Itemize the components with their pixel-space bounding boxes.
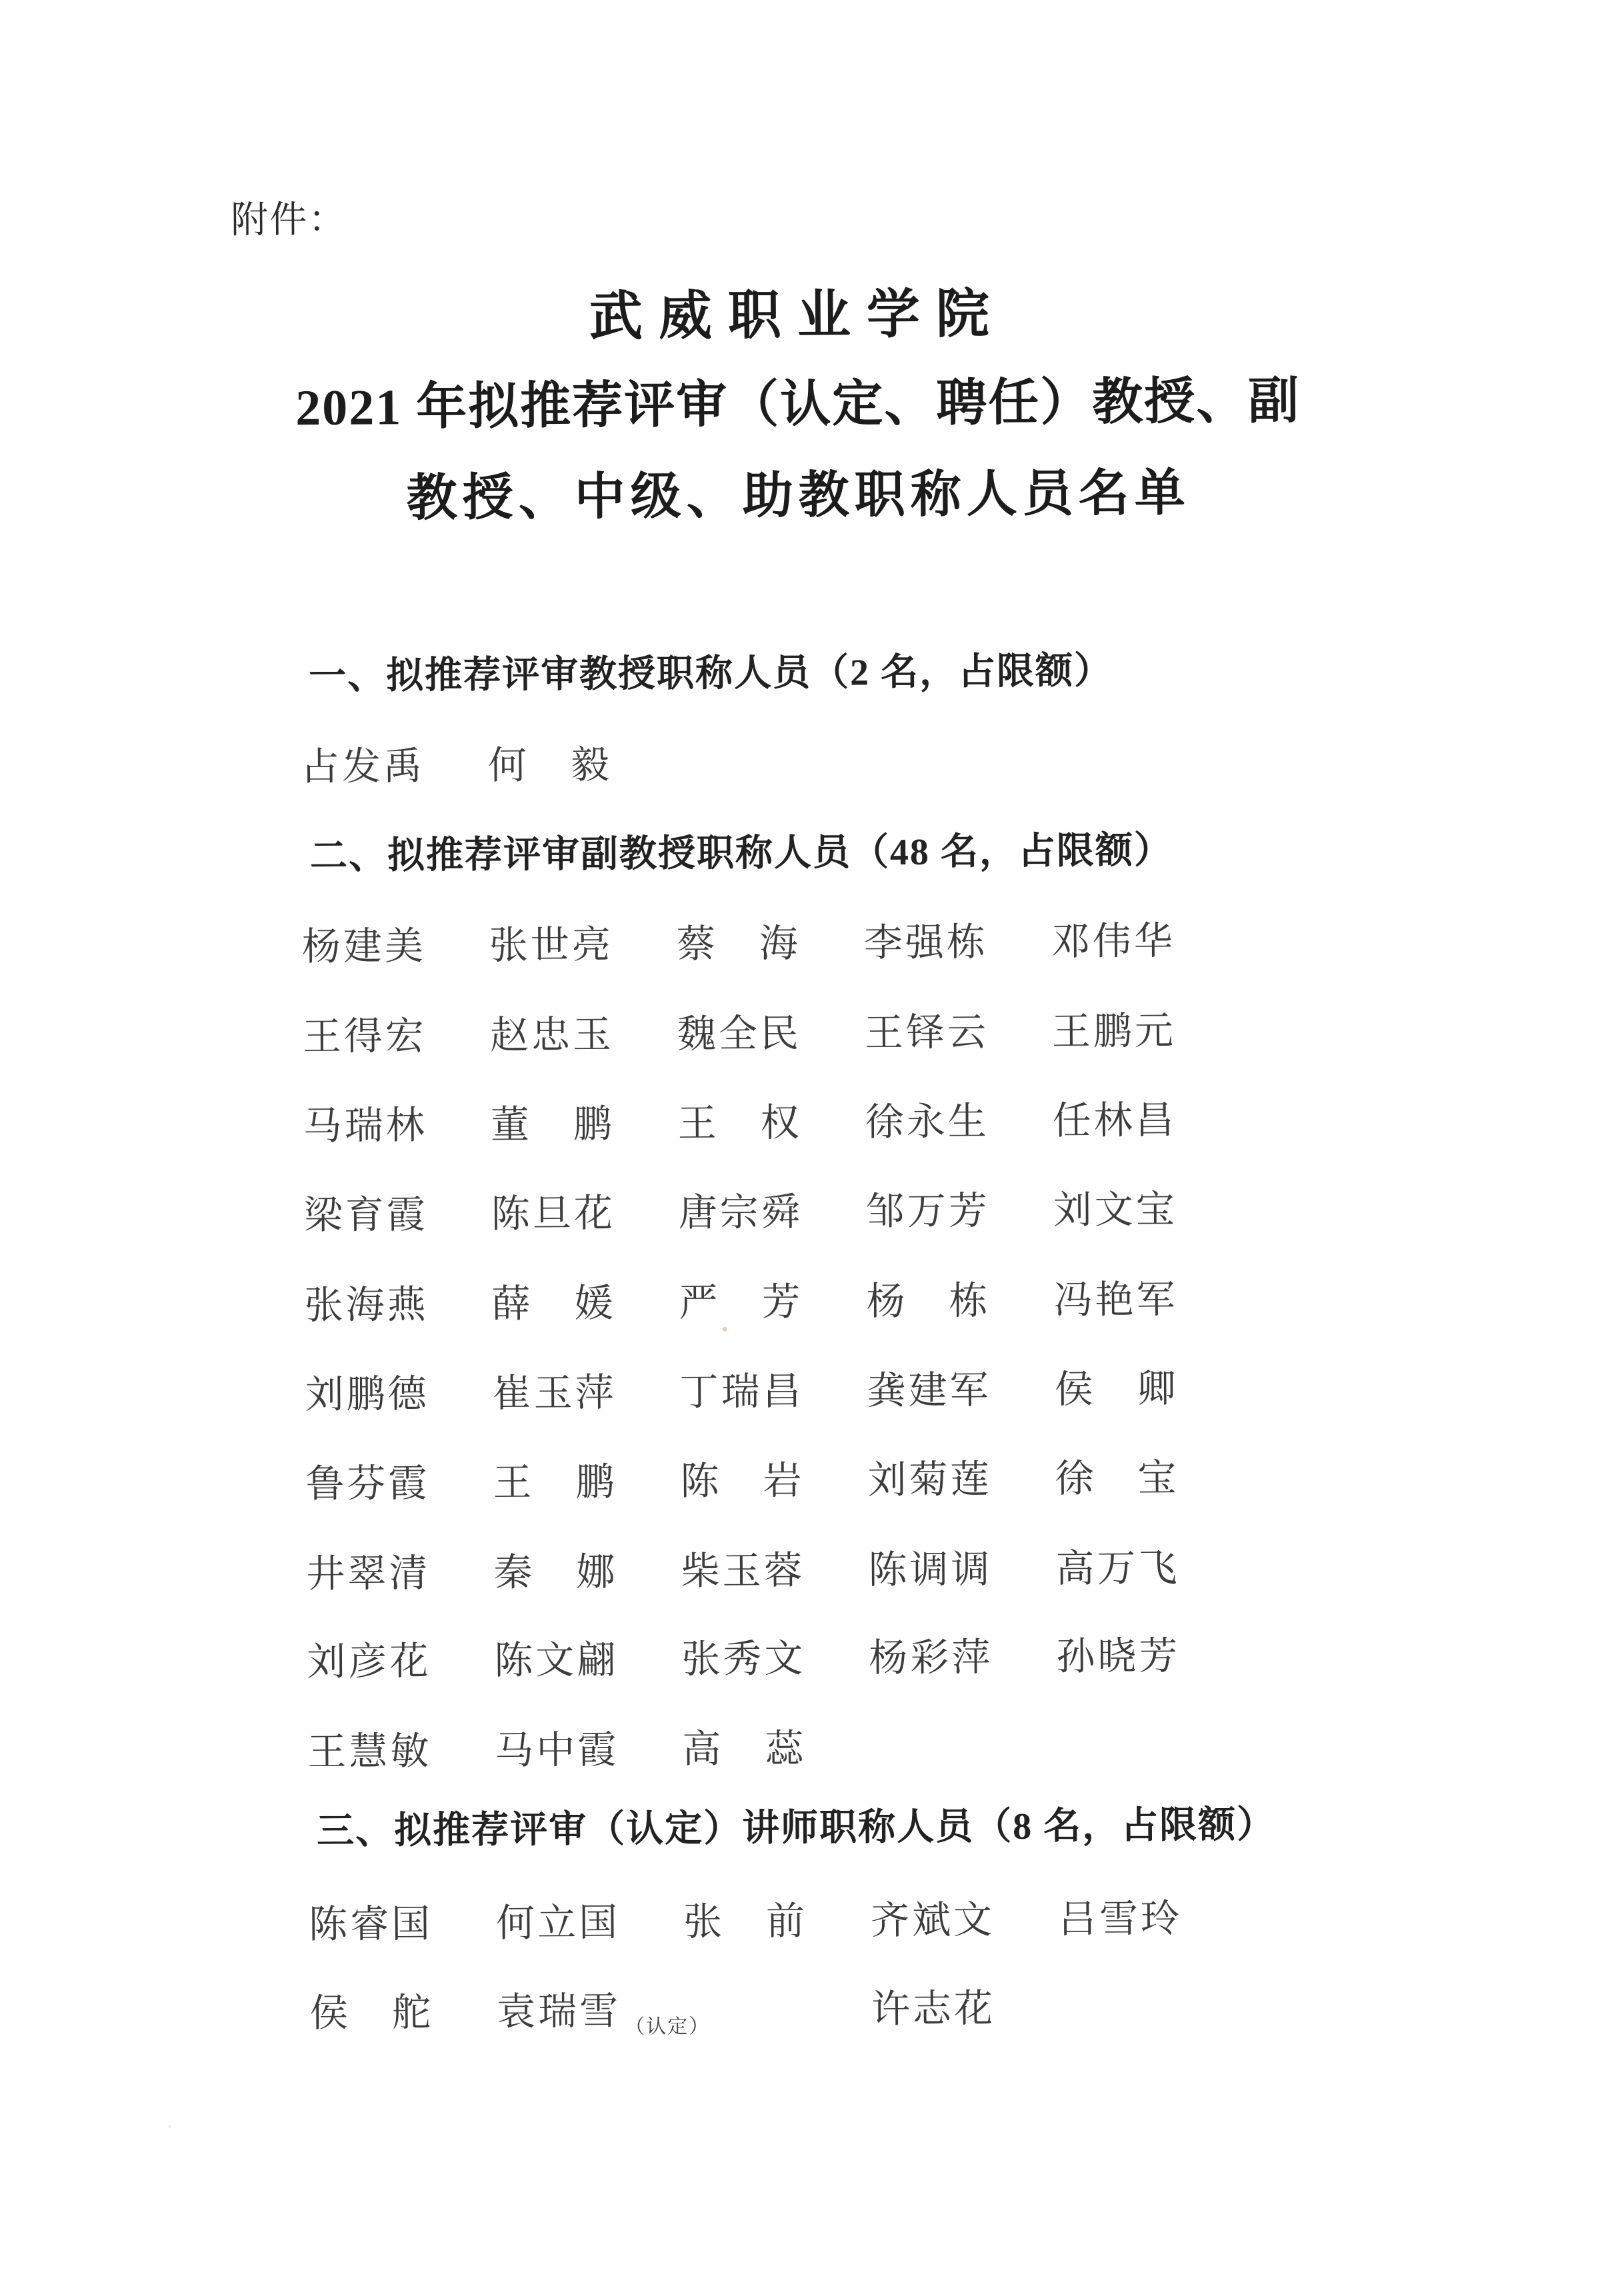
- person-name: 任林昌: [1052, 1098, 1177, 1143]
- person-name-with-note: [496, 1979, 711, 2038]
- name-row: [303, 1088, 1240, 1150]
- person-name: 刘彦花: [307, 1639, 431, 1684]
- section-2-heading: 二、拟推荐评审副教授职称人员（48 名，占限额）: [309, 830, 1173, 878]
- person-name: 井翠清: [306, 1551, 431, 1596]
- person-name: 马中霞: [495, 1727, 619, 1773]
- person-name: 邹万芳: [865, 1189, 990, 1234]
- person-name: 鲁芬霞: [305, 1461, 430, 1506]
- person-name: 王得宏: [302, 1014, 427, 1059]
- person-name: 马瑞林: [303, 1103, 428, 1148]
- person-name: 陈调调: [868, 1548, 993, 1592]
- person-name: 刘文宝: [1053, 1188, 1177, 1232]
- person-name: 张世亮: [489, 922, 614, 968]
- person-name: 齐斌文: [870, 1898, 995, 1943]
- person-name: 何立国: [495, 1900, 621, 1945]
- person-name: 龚建军: [867, 1368, 991, 1413]
- person-name: 董 鹏: [490, 1102, 615, 1147]
- scan-speck: [168, 2125, 171, 2129]
- person-name: 张秀文: [681, 1636, 806, 1682]
- person-name: 冯艳军: [1053, 1278, 1178, 1322]
- person-name: 蔡 海: [676, 922, 801, 966]
- person-name: 侯 舵: [309, 1990, 434, 2035]
- person-name: 张海燕: [304, 1282, 429, 1328]
- name-row: [301, 728, 1238, 791]
- person-name: 张 前: [683, 1899, 808, 1944]
- name-row: [303, 998, 1240, 1061]
- name-row: [307, 1714, 1245, 1776]
- person-name: 秦 娜: [493, 1550, 618, 1595]
- person-name: [1059, 1975, 1247, 2032]
- name-row: [303, 1177, 1241, 1240]
- person-name: 侯 卿: [1054, 1367, 1179, 1412]
- doc-title-line-3: 教授、中级、助教职称人员名单: [406, 465, 1191, 527]
- person-name: 王 鹏: [493, 1460, 617, 1505]
- person-name: 邓伟华: [1051, 919, 1176, 964]
- person-name: 魏全民: [677, 1012, 802, 1056]
- doc-title-line-2: 2021 年拟推荐评审（认定、聘任）教授、副: [295, 373, 1301, 437]
- person-name: 王铎云: [864, 1010, 989, 1055]
- person-name: 陈睿国: [308, 1901, 433, 1947]
- scan-speck: [723, 1327, 727, 1332]
- person-name: 陈 岩: [680, 1458, 805, 1504]
- doc-title-line-1: 武威职业学院: [589, 285, 1006, 347]
- person-name: 王 权: [677, 1101, 803, 1146]
- person-name: [869, 1715, 1057, 1772]
- person-name: 丁瑞昌: [679, 1370, 804, 1414]
- person-name: 赵忠玉: [489, 1012, 615, 1058]
- person-name: [675, 731, 863, 788]
- person-name: 高 蕊: [682, 1726, 807, 1771]
- person-name: 杨彩萍: [869, 1636, 993, 1680]
- name-row: [305, 1446, 1243, 1508]
- person-name: [1057, 1714, 1245, 1771]
- person-name: [684, 1977, 872, 2035]
- person-name: [1050, 728, 1238, 786]
- person-name: 占发禹: [300, 744, 425, 789]
- certification-note: （认定）: [625, 2015, 711, 2038]
- person-name: 刘菊莲: [867, 1458, 992, 1502]
- attachment-label: 附件：: [231, 199, 347, 241]
- person-name: 徐永生: [865, 1100, 989, 1144]
- person-name: 徐 宝: [1055, 1456, 1179, 1501]
- person-name: 何 毅: [487, 742, 613, 788]
- section-3-heading: 三、拟推荐评审（认定）讲师职称人员（8 名，占限额）: [316, 1804, 1276, 1853]
- person-name: 杨建美: [301, 924, 427, 969]
- person-name: 袁瑞雪: [496, 1989, 621, 2034]
- person-name: 梁育霞: [303, 1192, 428, 1238]
- name-row: [309, 1886, 1246, 1949]
- name-row: [307, 1624, 1244, 1686]
- person-name: 陈旦花: [491, 1191, 615, 1236]
- person-name: 陈文翩: [494, 1638, 619, 1683]
- person-name: 薛 媛: [491, 1281, 616, 1326]
- person-name: 唐宗舜: [678, 1190, 803, 1235]
- name-row: [302, 908, 1239, 971]
- person-name: 吕雪玲: [1057, 1897, 1183, 1941]
- person-name: 杨 栋: [866, 1279, 991, 1324]
- person-name: 严 芳: [679, 1280, 803, 1325]
- name-row: [304, 1267, 1241, 1330]
- section-1-heading: 一、拟推荐评审教授职称人员（2 名，占限额）: [308, 650, 1113, 698]
- person-name: 王慧敏: [307, 1729, 432, 1774]
- person-name: 刘鹏德: [305, 1372, 429, 1417]
- person-name: 崔玉萍: [492, 1370, 617, 1416]
- person-name: 高万飞: [1055, 1546, 1180, 1591]
- person-name: 孙晓芳: [1056, 1634, 1181, 1679]
- name-row: [305, 1356, 1242, 1419]
- person-name: [863, 730, 1051, 787]
- person-name: 王鹏元: [1051, 1009, 1177, 1054]
- person-name: 李强栋: [863, 920, 989, 965]
- person-name: 柴玉蓉: [681, 1548, 805, 1594]
- person-name: 许志花: [871, 1987, 996, 2031]
- name-row: [309, 1975, 1247, 2037]
- name-row: [306, 1536, 1243, 1598]
